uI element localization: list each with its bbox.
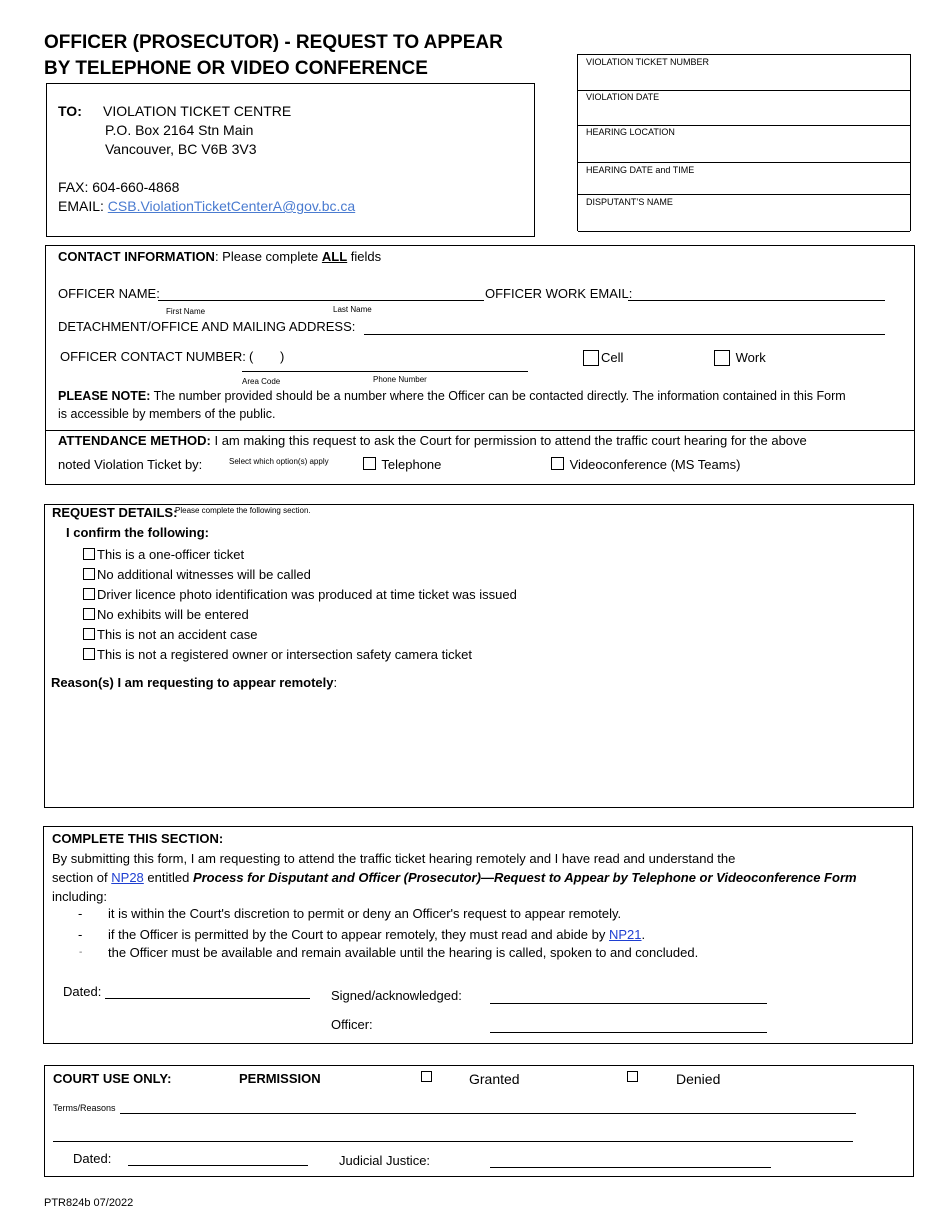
signature-field[interactable] [490,1003,767,1004]
complete-this-section [43,826,913,1044]
form-title [44,30,503,82]
granted-label: Granted [469,1071,520,1087]
violation-ticket-number-field[interactable]: VIOLATION TICKET NUMBER [578,55,910,91]
contact-number-field[interactable] [242,371,528,372]
officer-name-label: OFFICER NAME: [58,286,160,301]
please-note: PLEASE NOTE: The number provided should be a number where the Officer can be contacted directly. The information contained in this Form is accessible by members of the public. [58,389,846,421]
videoconference-checkbox[interactable] [551,457,564,470]
detachment-address-field[interactable] [364,334,885,335]
terms-reasons-field[interactable] [120,1113,856,1114]
checkbox[interactable] [83,608,95,620]
np28-link[interactable]: NP28 [111,870,144,885]
complete-paragraph: By submitting this form, I am requesting to attend the traffic ticket hearing remotely and I have read and understand the section of NP28 entitled Process for Disputant and Officer (Prosecutor)—Request to Appear by Telephone or Videoconference Form including: [52,851,857,904]
confirm-list [83,545,517,665]
to-address-box [46,83,535,237]
request-heading: REQUEST DETAILS: [52,505,178,520]
checkbox[interactable] [83,548,95,560]
confirm-item-no-witnesses[interactable]: No additional witnesses will be called [83,565,517,585]
area-code-close-paren: ) [280,349,285,364]
addressee: VIOLATION TICKET CENTRE [103,103,292,119]
court-use-only-section [44,1065,914,1177]
telephone-checkbox[interactable] [363,457,376,470]
fax-number: FAX: 604-660-4868 [58,179,180,195]
first-name-hint: First Name [166,307,206,316]
permission-label: PERMISSION [239,1071,321,1086]
phone-number-hint: Phone Number [373,375,427,384]
ticket-info-box [577,54,911,231]
bullet-dash: - [78,927,83,942]
work-option[interactable]: Work [714,350,766,366]
checkbox[interactable] [83,648,95,660]
reasons-label: Reason(s) I am requesting to appear remotely: [51,675,338,690]
court-use-heading: COURT USE ONLY: [53,1071,172,1086]
address-line1: P.O. Box 2164 Stn Main [105,122,254,138]
form-title-line1: OFFICER (PROSECUTOR) - REQUEST TO APPEAR [44,32,503,53]
attendance-method-text2: noted Violation Ticket by: [58,457,203,472]
judicial-justice-field[interactable] [490,1167,771,1168]
officer-label: Officer: [331,1017,373,1032]
bullet-discretion: it is within the Court's discretion to permit or deny an Officer's request to appear remotely. [108,906,622,921]
area-code-open-paren: ( [249,349,254,364]
bullet-available: the Officer must be available and remain available until the hearing is called, spoken to and concluded. [108,945,699,960]
terms-reasons-label: Terms/Reasons [53,1103,116,1113]
checkbox[interactable] [83,628,95,640]
attendance-method-text: ATTENDANCE METHOD: I am making this request to ask the Court for permission to attend the traffic court hearing for the above [58,433,807,448]
violation-date-field[interactable]: VIOLATION DATE [578,90,910,126]
confirm-heading: I confirm the following: [66,525,209,540]
np21-link[interactable]: NP21 [609,927,642,942]
area-code-hint: Area Code [242,377,281,386]
work-email-label: OFFICER WORK EMAIL: [485,286,633,301]
form-title-line2: BY TELEPHONE OR VIDEO CONFERENCE [44,58,428,79]
last-name-hint: Last Name [333,305,372,314]
videoconference-option[interactable]: Videoconference (MS Teams) [551,457,740,472]
officer-name-field[interactable] [158,300,484,301]
confirm-item-no-exhibits[interactable]: No exhibits will be entered [83,605,517,625]
hearing-location-field[interactable]: HEARING LOCATION [578,125,910,163]
telephone-option[interactable]: Telephone [363,457,441,472]
cell-checkbox[interactable] [583,350,599,366]
reasons-input-area[interactable] [51,697,907,801]
granted-checkbox[interactable] [421,1071,432,1082]
work-email-field[interactable] [628,300,885,301]
cell-option[interactable]: Cell [583,350,623,366]
checkbox[interactable] [83,568,95,580]
address-line2: Vancouver, BC V6B 3V3 [105,141,257,157]
bullet-dash: - [78,906,83,921]
disputant-name-field[interactable]: DISPUTANT’S NAME [578,194,910,232]
work-checkbox[interactable] [714,350,730,366]
officer-field[interactable] [490,1032,767,1033]
attendance-divider [46,430,914,431]
dated-label: Dated: [63,984,102,999]
confirm-item-one-officer[interactable]: This is a one-officer ticket [83,545,517,565]
form-code: PTR824b 07/2022 [44,1197,134,1209]
terms-reasons-field-2[interactable] [53,1141,853,1142]
checkbox[interactable] [83,588,95,600]
detachment-label: DETACHMENT/OFFICE AND MAILING ADDRESS: [58,319,356,334]
signed-label: Signed/acknowledged: [331,988,462,1003]
select-options-hint: Select which option(s) apply [229,457,329,466]
request-subheading: Please complete the following section. [175,506,311,515]
court-dated-field[interactable] [128,1165,308,1166]
complete-heading: COMPLETE THIS SECTION: [52,831,224,846]
contact-number-label: OFFICER CONTACT NUMBER: [60,349,246,364]
contact-information-section [45,245,915,485]
bullet-np21: if the Officer is permitted by the Court to appear remotely, they must read and abide by NP21. [108,927,646,942]
bullet-dash: - [79,947,83,958]
judicial-justice-label: Judicial Justice: [339,1153,431,1168]
hearing-date-time-field[interactable]: HEARING DATE and TIME [578,162,910,195]
denied-checkbox[interactable] [627,1071,638,1082]
dated-field[interactable] [105,998,310,999]
to-label: TO: [58,103,82,119]
request-details-section [44,504,914,808]
confirm-item-not-registered-owner[interactable]: This is not a registered owner or intersection safety camera ticket [83,645,517,665]
confirm-item-driver-licence[interactable]: Driver licence photo identification was produced at time ticket was issued [83,585,517,605]
contact-heading: CONTACT INFORMATION: Please complete ALL fields [58,249,382,264]
email-link[interactable]: CSB.ViolationTicketCenterA@gov.bc.ca [107,198,356,214]
email-label: EMAIL: [58,198,104,214]
confirm-item-not-accident[interactable]: This is not an accident case [83,625,517,645]
denied-label: Denied [676,1071,721,1087]
court-dated-label: Dated: [73,1151,112,1166]
